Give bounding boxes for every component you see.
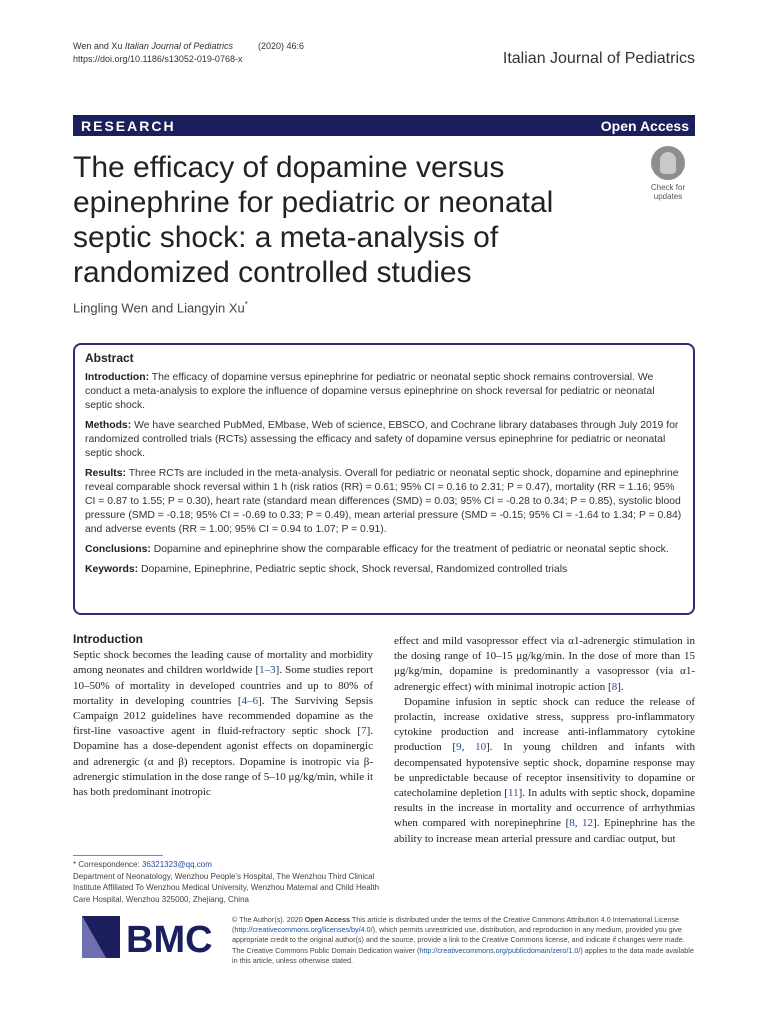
check-updates-line1: Check for	[650, 183, 686, 192]
corresponding-mark: *	[244, 300, 248, 309]
citation-link[interactable]: 8	[569, 817, 575, 830]
license-open-access: Open Access	[304, 915, 350, 924]
bmc-logo-text: BMC	[126, 919, 213, 961]
license-statement: © The Author(s). 2020 Open Access This article is distributed under the terms of the Creative Commons Attribution 4.0 International License (http://creativecommons.org/licenses/by/4.0/), which permits unrestricted use, distribution, and reproduction in any medium, provided you give appropriate credit to the original author(s) and the source, provide a link to the Creative Commons license, and indicate if changes were made. The Creative Commons Public Domain Dedication waiver (http://creativecommons.org/publicdomain/zero/1.0/) applies to the data made available in this article, unless otherwise stated.	[232, 915, 694, 965]
keywords-text: Dopamine, Epinephrine, Pediatric septic shock, Shock reversal, Randomized controlled trials	[138, 564, 568, 575]
methods-text: We have searched PubMed, EMbase, Web of science, EBSCO, and Cochrane library databases through July 2019 for randomized controlled trials (RCTs) assessing the efficacy and safety of dopamine versus epinephrine for pediatric or neonatal septic shock.	[85, 420, 679, 459]
body-paragraph: Dopamine infusion in septic shock can reduce the release of prolactin, increase oxidative stress, suppress pro-inflammatory cytokine production and increase anti-inflammatory cytokine production [9, 10]. In young children and infants with decompensated hypotensive septic shock, dopamine response may be unpredictable because of receptor insensitivity to dopamine or catecholamine depletion [11]. In adults with septic shock, dopamine results in the increase in mortality and occurrence of arrhythmias when compared with norepinephrine [8, 12]. Epinephrine has the ability to increase mean arterial pressure and cardiac output, but	[394, 695, 695, 845]
article-type-bar	[73, 115, 695, 136]
open-access-label: Open Access	[600, 117, 689, 134]
citation-link[interactable]: 7	[361, 725, 367, 738]
intro-label: Introduction:	[85, 372, 150, 383]
body-paragraph: Septic shock becomes the leading cause of mortality and morbidity among neonates and children worldwide [1–3]. Some studies report 10–50% of mortality in developed countries and up to 80% of mortality in developing countries [4–6]. The Surviving Sepsis Campaign 2012 guidelines have recommended dopamine as the first-line vasoactive agent in fluid-refractory septic shock [7]. Dopamine has a dose-dependent agonist effects on dopaminergic and adrenergic (α and β) receptors. Dopamine is inotropic via β-adrenergic stimulation in the dose range of 5–10 μg/kg/min, while it has both predominant inotropic	[73, 649, 373, 799]
license-link-cc-by[interactable]: http://creativecommons.org/licenses/by/4.0/	[234, 925, 373, 935]
article-title: The efficacy of dopamine versus epinephrine for pediatric or neonatal septic shock: a meta-analysis of randomized controlled studies	[73, 151, 554, 289]
abstract-methods	[85, 419, 683, 461]
citation-link[interactable]: 12	[582, 817, 594, 830]
citation-link[interactable]: 9	[456, 741, 462, 754]
footnote	[73, 859, 383, 905]
footnote-divider	[73, 855, 163, 856]
author-names: Lingling Wen and Liangyin Xu	[73, 300, 245, 316]
running-header	[73, 40, 304, 66]
abstract-keywords	[85, 563, 683, 577]
author-list	[73, 300, 248, 315]
bmc-logo	[80, 912, 220, 962]
results-label: Results:	[85, 468, 126, 479]
citation-link[interactable]: 8	[611, 680, 618, 693]
citation-link[interactable]: 1–3	[259, 664, 276, 677]
correspondence-label: * Correspondence:	[73, 860, 142, 869]
header-doi-link[interactable]: https://doi.org/10.1186/s13052-019-0768-x	[73, 54, 243, 64]
header-authors: Wen and Xu	[73, 41, 123, 51]
body-paragraph: effect and mild vasopressor effect via α1-adrenergic stimulation in the dosing range of 10–15 μg/kg/min. In the dose of more than 15 μg/kg/min, dopamine is predominantly a vasopressor (via α1-adrenergic effect) with minimal inotropic action [8].	[394, 635, 695, 693]
journal-name: Italian Journal of Pediatrics	[502, 50, 695, 67]
header-year-volume: (2020) 46:6	[257, 41, 305, 51]
citation-link[interactable]: 4–6	[241, 694, 259, 707]
check-updates-line2: updates	[653, 192, 683, 201]
results-text: Three RCTs are included in the meta-analysis. Overall for pediatric or neonatal septic shock, dopamine and epinephrine reveal comparable shock reversal within 1 h (risk ratios (RR) = 0.61; 95% CI = 0.16 to 2.31; P = 0.47), mortality (RR = 1.16; 95% CI = 0.87 to 1.55; P = 0.30), heart rate (standard mean differences (SMD) = 0.03; 95% CI = -0.28 to 0.34; P = 0.85), systolic blood pressure (SMD = -0.18; 95% CI = -0.69 to 0.33; P = 0.49), mean arterial pressure (SMD = -0.15; 95% CI = -1.64 to 1.34; P = 0.84) and adverse events (RR = 1.00; 95% CI = 0.94 to 1.07; P = 0.91).	[85, 468, 682, 535]
section-heading-introduction: Introduction	[73, 632, 143, 646]
header-journal: Italian Journal of Pediatrics	[124, 41, 233, 51]
citation-link[interactable]: 10	[475, 741, 487, 754]
keywords-label: Keywords:	[85, 564, 139, 575]
email-link[interactable]: 36321323@qq.com	[141, 860, 212, 869]
intro-text: The efficacy of dopamine versus epinephrine for pediatric or neonatal septic shock remains controversial. We conduct a meta-analysis to explore the influence of dopamine versus epinephrine on shock reversal for pediatric or neonatal septic shock.	[85, 372, 655, 411]
affiliation: Department of Neonatology, Wenzhou People's Hospital, The Wenzhou Third Clinical Institute Affiliated To Wenzhou Medical University, Wenzhou Maternal and Child Health Care Hospital, Wenzhou 325000, Zhejiang, China	[73, 871, 380, 904]
check-for-updates-button[interactable]	[640, 146, 696, 202]
body-column-left	[73, 632, 373, 800]
body-column-right	[394, 634, 695, 847]
conclusions-label: Conclusions:	[85, 544, 151, 555]
methods-label: Methods:	[85, 420, 132, 431]
abstract-conclusions	[85, 543, 683, 557]
license-link-cc-zero[interactable]: http://creativecommons.org/publicdomain/zero/1.0/	[419, 945, 581, 955]
research-label: RESEARCH	[81, 117, 176, 134]
conclusions-text: Dopamine and epinephrine show the comparable efficacy for the treatment of pediatric or neonatal septic shock.	[150, 544, 669, 555]
check-updates-icon	[651, 146, 685, 180]
citation-link[interactable]: 11	[507, 787, 519, 800]
abstract-introduction	[85, 371, 683, 413]
abstract-box	[73, 343, 695, 615]
abstract-results	[85, 467, 683, 537]
abstract-heading: Abstract	[85, 351, 134, 365]
